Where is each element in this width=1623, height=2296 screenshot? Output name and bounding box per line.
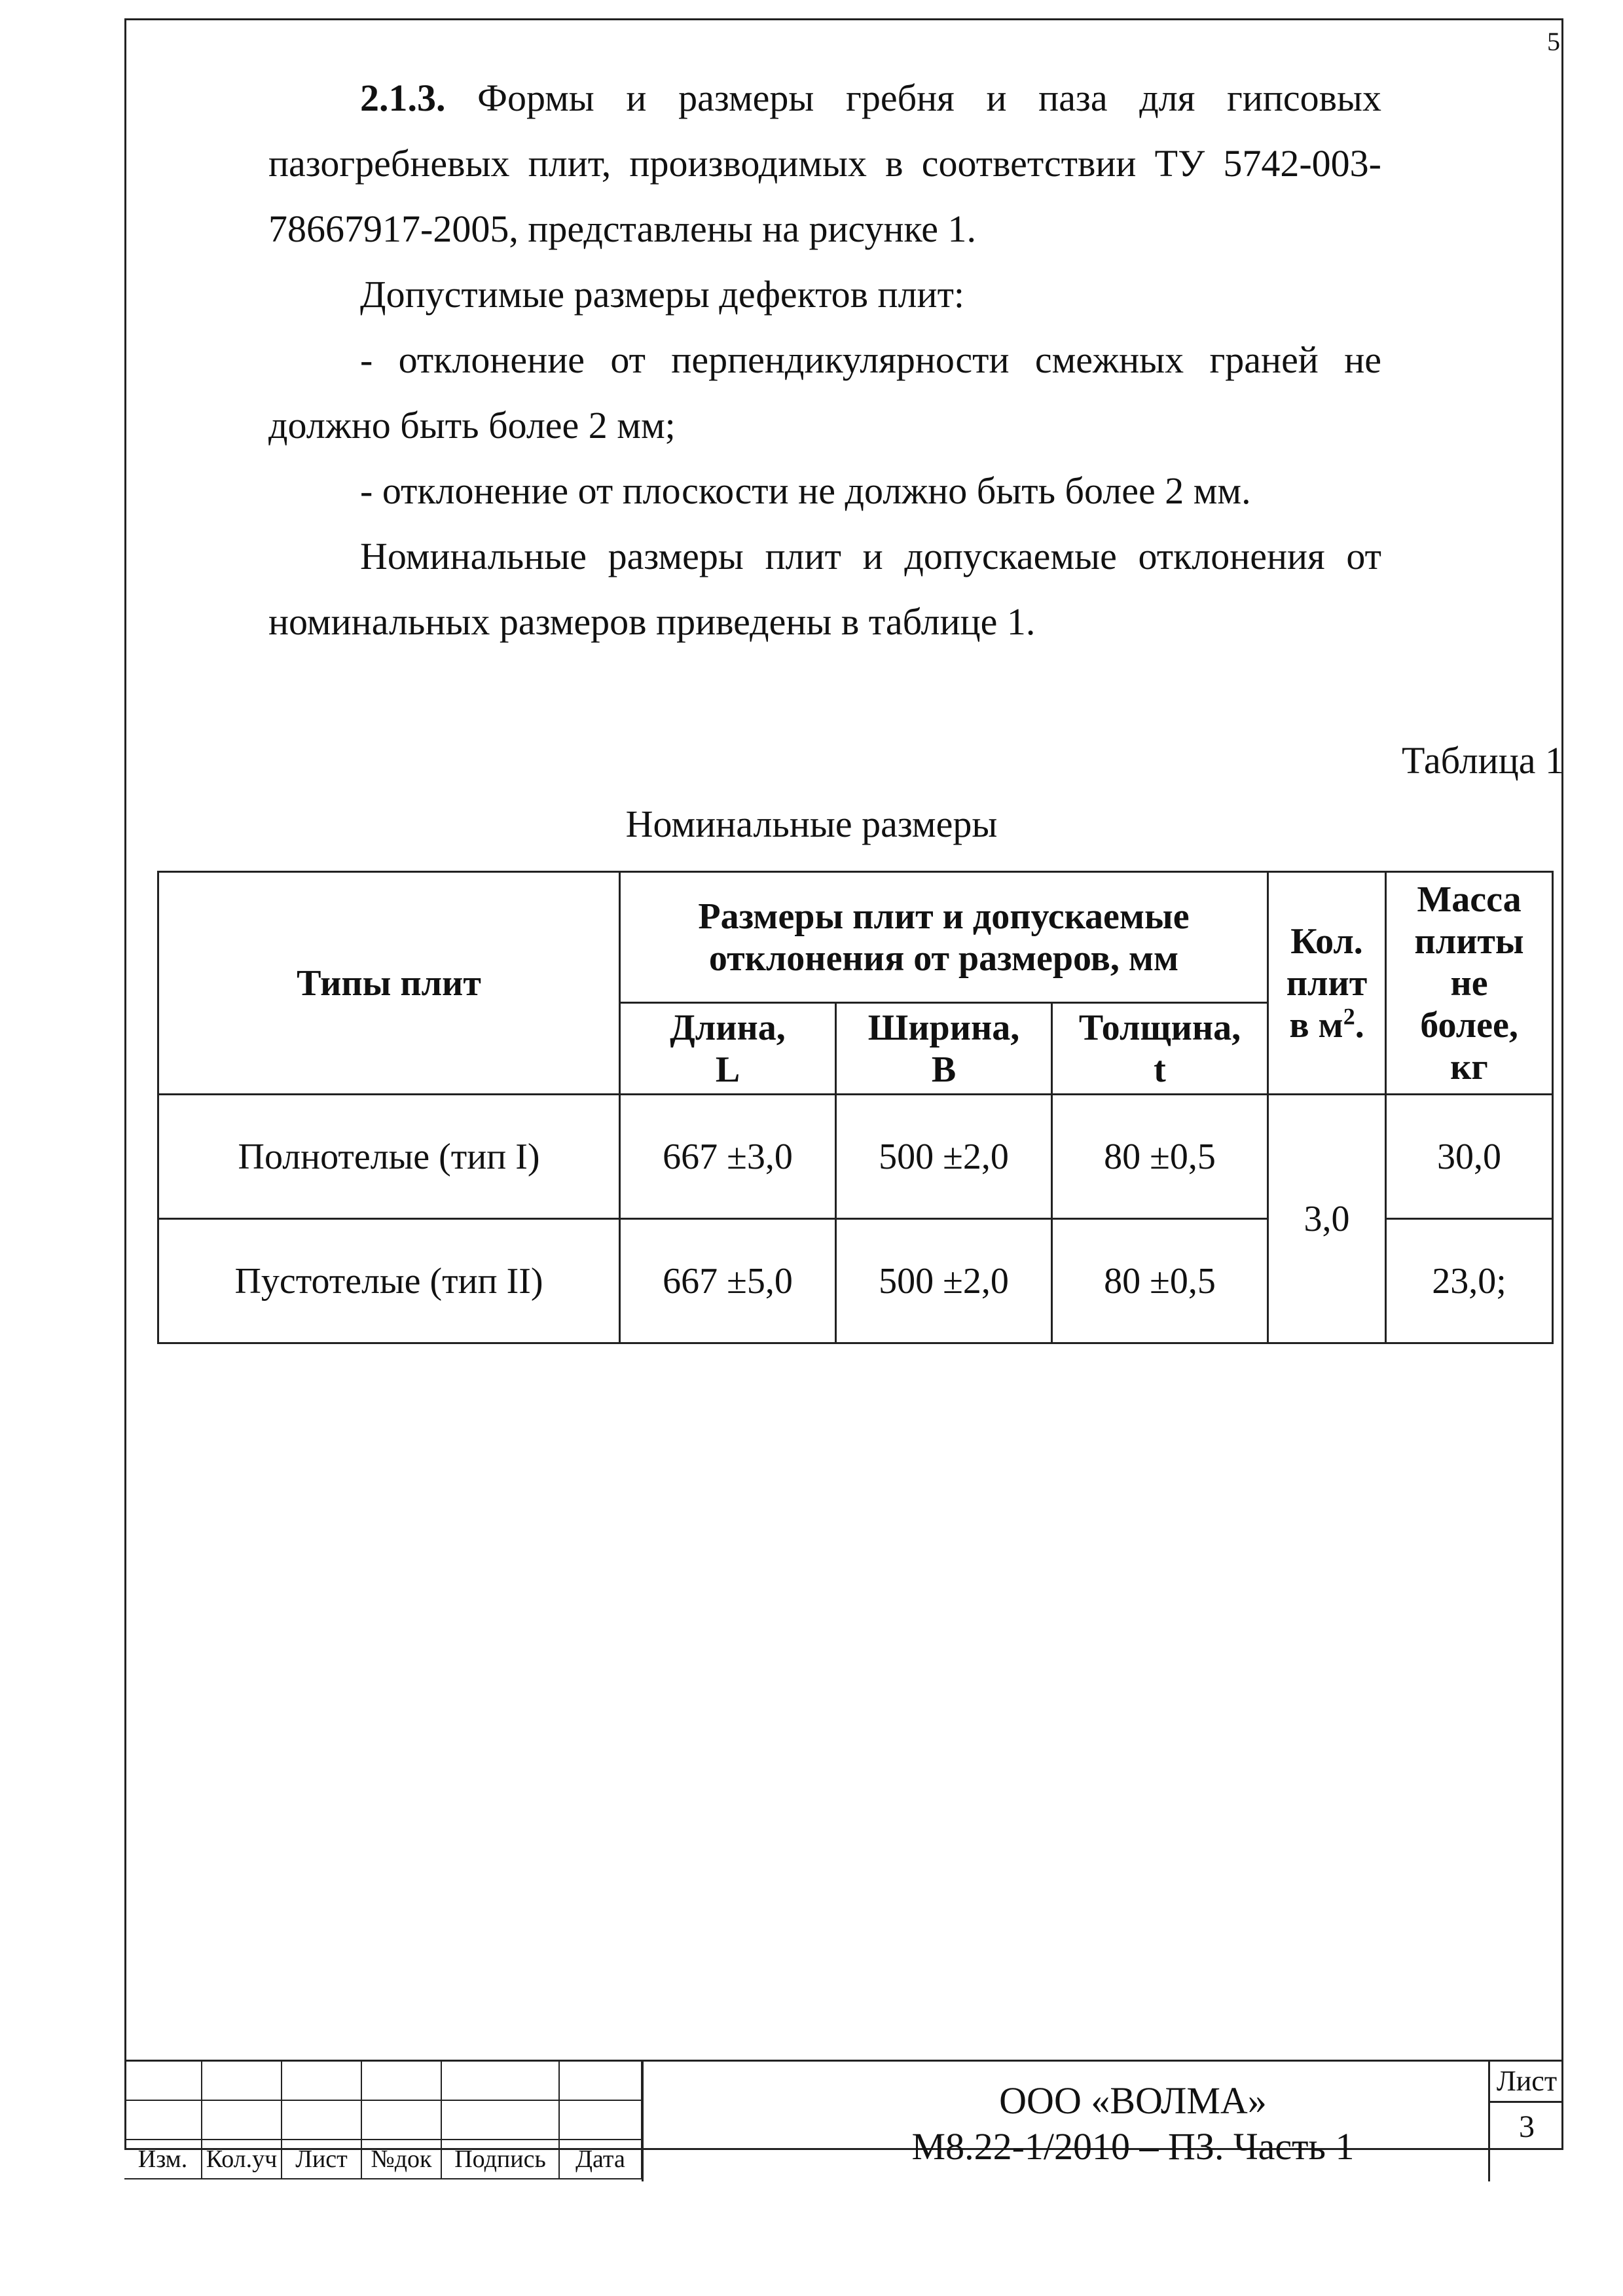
stamp-col-signature: Подпись [441, 2140, 559, 2179]
cell-length: 667 ±3,0 [620, 1095, 836, 1219]
table-row [158, 1095, 1553, 1219]
header-count-line1: Кол. [1290, 920, 1363, 962]
header-mass-line3: не [1450, 962, 1488, 1004]
header-type: Типы плит [158, 872, 620, 1095]
nominal-sizes-table [157, 871, 1554, 1344]
cell-thickness: 80 ±0,5 [1052, 1219, 1268, 1343]
cell-mass: 30,0 [1386, 1095, 1553, 1219]
header-thickness: Толщина, t [1052, 1003, 1268, 1095]
header-mass-line2: плиты [1414, 920, 1524, 962]
header-count-line3: в $м^2$. [1289, 1002, 1364, 1046]
paragraph-defect-flatness: - отклонение от плоскости не должно быть более 2 мм. [360, 469, 1251, 512]
cell-width: 500 ±2,0 [836, 1219, 1052, 1343]
table-title: Номинальные размеры [625, 803, 998, 845]
stamp-grid [124, 2062, 642, 2179]
sheet-box [1488, 2062, 1563, 2181]
company-name: ООО «ВОЛМА» [999, 2079, 1267, 2122]
corner-sheet-number: 5 [1547, 27, 1560, 56]
stamp-col-change: Изм. [124, 2140, 202, 2179]
paragraph-defect-perpendicularity: - отклонение от перпендикулярности смежных граней не должно быть более 2 мм; [268, 338, 1381, 446]
header-mass-line5: кг [1450, 1046, 1488, 1087]
stamp-col-date: Дата [559, 2140, 642, 2179]
cell-type: Полнотелые (тип I) [158, 1095, 620, 1219]
header-mass [1386, 872, 1553, 1095]
paragraph-forms-text: Формы и размеры гребня и паза для гипсовых пазогребневых плит, производимых в соответствии ТУ 5742-003-78667917-2005, представлены на рисунке 1. [268, 77, 1381, 250]
header-dimensions-group: Размеры плит и допускаемые отклонения от размеров, мм [620, 872, 1268, 1003]
cell-mass: 23,0; [1386, 1219, 1553, 1343]
header-width: Ширина, B [836, 1003, 1052, 1095]
section-number: 2.1.3. [360, 77, 446, 119]
cell-length: 667 ±5,0 [620, 1219, 836, 1343]
table-label: Таблица 1 [1401, 739, 1564, 782]
header-mass-line1: Масса [1417, 879, 1522, 920]
cell-width: 500 ±2,0 [836, 1095, 1052, 1219]
stamp-col-sheet: Лист [282, 2140, 361, 2179]
paragraph-table-reference: Номинальные размеры плит и допускаемые отклонения от номинальных размеров приведены в таблице 1. [268, 535, 1381, 643]
cell-count: 3,0 [1268, 1095, 1386, 1343]
paragraph-defects-intro: Допустимые размеры дефектов плит: [360, 273, 965, 316]
header-mass-line4: более, [1420, 1004, 1518, 1046]
header-count-line2: плит [1286, 962, 1368, 1004]
paragraph-forms [268, 65, 1381, 262]
cell-type: Пустотелые (тип II) [158, 1219, 620, 1343]
header-count [1268, 872, 1386, 1095]
sheet-label: Лист [1490, 2062, 1563, 2103]
title-block-center [642, 2062, 1622, 2181]
title-block [124, 2060, 1563, 2179]
sheet-number: 3 [1519, 2109, 1535, 2144]
document-code: М8.22-1/2010 – ПЗ. Часть 1 [911, 2125, 1355, 2168]
stamp-col-count: Кол.уч [202, 2140, 282, 2179]
header-length: Длина, L [620, 1003, 836, 1095]
cell-thickness: 80 ±0,5 [1052, 1095, 1268, 1219]
stamp-col-docnum: №док [361, 2140, 441, 2179]
